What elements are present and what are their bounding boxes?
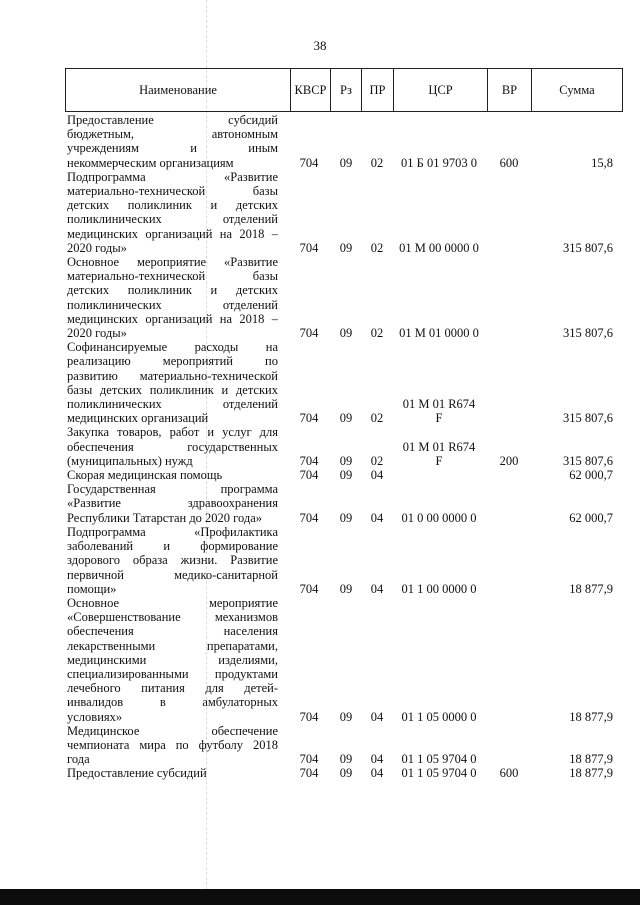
row-kvsr: 704 (299, 240, 319, 255)
row-pr: 04 (370, 766, 384, 781)
row-sum: 18 877,9 (569, 752, 613, 767)
row-pr: 04 (370, 709, 384, 724)
row-name-line: «Развитие здравоохранения (67, 496, 278, 511)
row-name-line: первичной медико-санитарной (67, 567, 278, 582)
scan-bottom-edge (0, 889, 640, 905)
row-name-line: медицинских организаций на 2018 – (67, 311, 278, 326)
table-row (65, 525, 623, 596)
row-name-line: бюджетным, автономным (67, 127, 278, 142)
row-name-line: Республики Татарстан до 2020 года» (67, 510, 263, 525)
row-name-line: учреждениям и иным (67, 141, 278, 156)
table-row (65, 113, 623, 170)
header-csr: ЦСР (394, 69, 488, 111)
table-body (65, 113, 623, 781)
row-name-line: 2020 годы» (67, 326, 127, 341)
row-rz: 09 (339, 326, 353, 341)
row-name-line: лечебного питания для детей- (67, 681, 278, 696)
row-rz: 09 (339, 709, 353, 724)
table-row (65, 468, 623, 482)
table-row (65, 482, 623, 525)
row-pr: 04 (370, 468, 384, 483)
row-name-line: Предоставление субсидий (67, 766, 207, 781)
row-rz: 09 (339, 510, 353, 525)
row-name-line: 2020 годы» (67, 240, 127, 255)
row-vr: 200 (499, 453, 519, 468)
row-name-line: специализированными продуктами (67, 666, 278, 681)
header-sum: Сумма (559, 83, 595, 97)
header-kvsr: КВСР (291, 69, 331, 111)
row-rz: 09 (339, 766, 353, 781)
row-kvsr: 704 (299, 510, 319, 525)
row-name-line: медицинских организаций (67, 411, 209, 426)
table-row (65, 596, 623, 724)
row-name-line: заболеваний и формирование (67, 539, 278, 554)
row-name-line: помощи» (67, 581, 117, 596)
row-csr: 01 М 01 0000 0 (399, 326, 479, 341)
row-kvsr: 704 (299, 581, 319, 596)
row-pr: 04 (370, 581, 384, 596)
row-name-line: поликлинических отделений (67, 397, 278, 412)
row-csr: 01 М 00 0000 0 (399, 240, 479, 255)
row-sum: 18 877,9 (569, 766, 613, 781)
row-pr: 02 (370, 453, 384, 468)
header-vr: ВР (488, 69, 532, 111)
row-csr: 01 Б 01 9703 0 (401, 155, 477, 170)
row-name-line: развитию материально-технической (67, 368, 278, 383)
row-rz: 09 (339, 240, 353, 255)
row-csr: 01 1 05 9704 0 (401, 752, 477, 767)
row-kvsr: 704 (299, 155, 319, 170)
row-name-line: поликлинических отделений (67, 297, 278, 312)
row-name-line: (муниципальных) нужд (67, 453, 193, 468)
row-rz: 09 (339, 411, 353, 426)
header-rz: Рз (331, 69, 362, 111)
row-name-line: условиях» (67, 709, 123, 724)
row-name-line: материально-технической базы (67, 184, 278, 199)
row-vr: 600 (499, 766, 519, 781)
row-name-line: здорового образа жизни. Развитие (67, 553, 278, 568)
row-name-line: Подпрограмма «Профилактика (67, 524, 278, 539)
row-kvsr: 704 (299, 453, 319, 468)
row-name-line: некоммерческим организациям (67, 155, 234, 170)
row-name-line: медицинскими изделиями, (67, 652, 278, 667)
row-kvsr: 704 (299, 326, 319, 341)
row-kvsr: 704 (299, 752, 319, 767)
row-name-line: обеспечения населения (67, 624, 278, 639)
row-sum: 18 877,9 (569, 709, 613, 724)
row-name (65, 596, 623, 724)
table-row (65, 425, 623, 468)
row-sum: 18 877,9 (569, 581, 613, 596)
row-name-line: Медицинское обеспечение (67, 723, 278, 738)
row-rz: 09 (339, 581, 353, 596)
row-rz: 09 (339, 155, 353, 170)
row-sum: 315 807,6 (563, 453, 613, 468)
row-csr: 01 1 00 0000 0 (401, 581, 477, 596)
row-kvsr: 704 (299, 709, 319, 724)
row-csr: 01 М 01 R674 F (402, 397, 476, 426)
row-kvsr: 704 (299, 468, 319, 483)
row-name-line: Подпрограмма «Развитие (67, 169, 278, 184)
row-kvsr: 704 (299, 766, 319, 781)
row-csr: 01 1 05 0000 0 (401, 709, 477, 724)
row-name-line: базы детских поликлиник и детских (67, 382, 278, 397)
row-sum: 315 807,6 (563, 326, 613, 341)
row-name-line: реализацию мероприятий по (67, 354, 278, 369)
table-row (65, 724, 623, 767)
row-name-line: медицинских организаций на 2018 – (67, 226, 278, 241)
row-sum: 62 000,7 (569, 468, 613, 483)
row-name-line: Основное мероприятие (67, 595, 278, 610)
row-name-line: материально-технической базы (67, 269, 278, 284)
row-vr: 600 (499, 155, 519, 170)
row-name-line: Государственная программа (67, 482, 278, 497)
table-row (65, 766, 623, 780)
row-kvsr: 704 (299, 411, 319, 426)
row-csr: 01 М 01 R674 F (402, 439, 476, 468)
header-pr: ПР (362, 69, 394, 111)
row-pr: 02 (370, 411, 384, 426)
row-name-line: «Совершенствование механизмов (67, 610, 278, 625)
row-csr: 01 1 05 9704 0 (401, 766, 477, 781)
table-row (65, 340, 623, 425)
row-sum: 315 807,6 (563, 240, 613, 255)
header-name: Наименование (66, 69, 291, 111)
row-sum: 62 000,7 (569, 510, 613, 525)
page-number: 38 (313, 38, 327, 53)
row-rz: 09 (339, 468, 353, 483)
row-pr: 02 (370, 240, 384, 255)
table-row (65, 170, 623, 255)
row-csr: 01 0 00 0000 0 (401, 510, 477, 525)
row-pr: 02 (370, 155, 384, 170)
row-pr: 04 (370, 752, 384, 767)
row-name-line: Основное мероприятие «Развитие (67, 255, 278, 270)
row-rz: 09 (339, 752, 353, 767)
row-name-line: года (67, 752, 90, 767)
table-header (65, 68, 623, 112)
row-sum: 315 807,6 (563, 411, 613, 426)
row-name-line: Закупка товаров, работ и услуг для (67, 425, 278, 440)
row-name-line: обеспечения государственных (67, 439, 278, 454)
row-pr: 02 (370, 326, 384, 341)
row-name-line: Скорая медицинская помощь (67, 468, 223, 483)
row-pr: 04 (370, 510, 384, 525)
row-name-line: поликлинических отделений (67, 212, 278, 227)
row-name-line: чемпионата мира по футболу 2018 (67, 737, 278, 752)
row-name-line: инвалидов в амбулаторных (67, 695, 278, 710)
table-row (65, 255, 623, 340)
row-name-line: Софинансируемые расходы на (67, 340, 278, 355)
row-name-line: Предоставление субсидий (67, 113, 278, 127)
row-name-line: лекарственными препаратами, (67, 638, 278, 653)
row-sum: 15,8 (591, 155, 613, 170)
row-name-line: детских поликлиник и детских (67, 283, 278, 298)
row-name-line: детских поликлиник и детских (67, 198, 278, 213)
row-rz: 09 (339, 453, 353, 468)
